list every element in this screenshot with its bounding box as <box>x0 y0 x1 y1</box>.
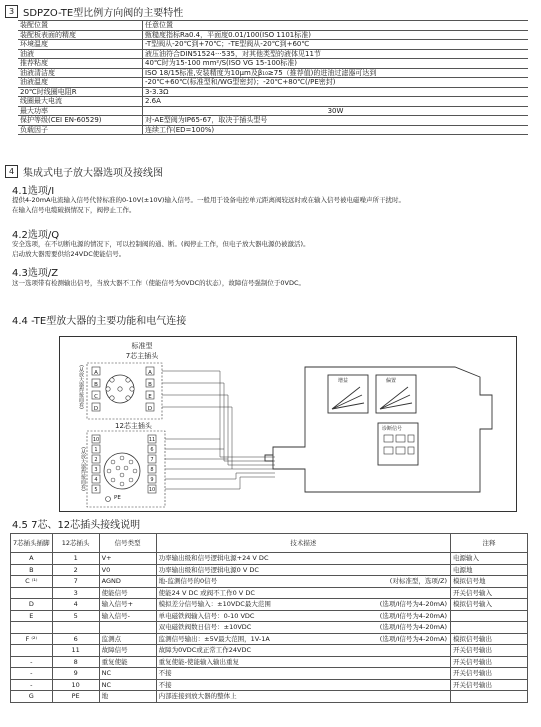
section4-title <box>5 164 163 179</box>
note: 模拟信号输入 <box>451 599 528 611</box>
signal-type: 地 <box>99 691 156 703</box>
description-note: (选项/I信号为4-20mA) <box>379 634 447 643</box>
description-cell <box>156 691 450 703</box>
description: 模拟差分信号输入：±10VDC最大范围 <box>158 600 271 609</box>
pin-label: D <box>147 406 153 412</box>
wiring-section-title: 4.5 7芯、12芯插头接线说明 <box>12 520 141 531</box>
spec-value: 对-AE型阀为IP65-67，取决于插头型号 <box>143 116 529 126</box>
pin-label: C <box>94 394 98 400</box>
description: 地-监测信号的0信号 <box>158 577 218 586</box>
spec-value: 液压油符合DIN51524···535，对其他类型的液体见11节 <box>143 49 529 59</box>
signal-type: 使能信号 <box>99 587 156 599</box>
pin-label: B <box>94 382 98 388</box>
pin-12: 4 <box>52 599 99 611</box>
spec-label: 油液温度 <box>18 78 143 88</box>
signal-type: V0 <box>99 564 156 576</box>
pin-label: 3 <box>94 467 98 473</box>
pin-7: D <box>11 599 53 611</box>
pin-label: 11 <box>148 437 156 443</box>
option-z-text: 这一选项带有检测输出信号，当放大器不工作（使能信号为0VDC的状态），故障信号强制位于0VDC。 <box>12 279 306 287</box>
spec-label: 保护等级(CEI EN-60529) <box>18 116 143 126</box>
section3-title <box>5 4 183 19</box>
note: 开关信号输出 <box>451 645 528 657</box>
pin-12: 10 <box>52 679 99 691</box>
description-cell <box>156 610 450 622</box>
signal-type: NC <box>99 679 156 691</box>
table-row <box>11 622 528 634</box>
side-label: (从放大器焊接面看) <box>78 365 84 409</box>
pin-7: - <box>11 668 53 680</box>
spec-label: 装配位置 <box>18 21 143 31</box>
description-cell <box>156 679 450 691</box>
description-cell <box>156 668 450 680</box>
spec-row <box>18 59 528 69</box>
option-q-title: 4.2选项/Q <box>12 230 60 241</box>
pin-12: 7 <box>52 576 99 588</box>
spec-label: 最大功率 <box>18 106 143 116</box>
description-cell <box>156 553 450 565</box>
spec-row <box>18 40 528 50</box>
note: 电源输入 <box>451 553 528 565</box>
description-note: (选项/I信号为4-20mA) <box>379 623 447 631</box>
spec-label: 装配板表面的精度 <box>18 30 143 40</box>
table-row <box>11 576 528 588</box>
pin-label: 5 <box>94 487 98 493</box>
signal-type: 输入信号- <box>99 610 156 622</box>
diagram-drawing <box>60 337 516 511</box>
note <box>451 622 528 634</box>
wiring-diagram <box>59 336 517 512</box>
pin-7: E <box>11 610 53 622</box>
note: 开关信号输出 <box>451 679 528 691</box>
spec-row <box>18 21 528 31</box>
pin-7: A <box>11 553 53 565</box>
pin-label: B <box>148 382 152 388</box>
note: 开关信号输出 <box>451 668 528 680</box>
pin-12: 8 <box>52 656 99 668</box>
pin-labels-left <box>92 367 100 415</box>
pin-label: A <box>94 370 98 376</box>
gain-label: 增益 <box>338 378 349 384</box>
pin-12: 1 <box>52 553 99 565</box>
spec-value: ISO 18/15标准,安装精度为10μm及β₁₀≥75（推荐值)的进油过滤器可达到 <box>143 68 529 78</box>
paragraph: 在输入信号电缆破损情况下，阀停止工作。 <box>12 206 136 214</box>
diagnostic-label: 诊断信号 <box>382 426 403 432</box>
pin-7: C ⁽¹⁾ <box>11 576 53 588</box>
pin-label: 2 <box>94 457 98 463</box>
signal-type: 故障信号 <box>99 645 156 657</box>
pin-12: 3 <box>52 587 99 599</box>
spec-label: 负载因子 <box>18 125 143 135</box>
pin-12 <box>52 622 99 634</box>
wiring-table <box>10 533 528 703</box>
table-row <box>11 553 528 565</box>
spec-value: 30W <box>143 106 529 116</box>
spec-label: 油液 <box>18 49 143 59</box>
note: 电源地 <box>451 564 528 576</box>
description: 故障为0VDC或正常工作24VDC <box>158 646 252 655</box>
pin-label: 10 <box>148 487 156 493</box>
pin-labels-right <box>146 367 154 415</box>
pin-7: - <box>11 679 53 691</box>
pin-label: 1 <box>94 447 98 453</box>
spec-label: 线圈最大电流 <box>18 97 143 107</box>
spec-value: -20℃+60℃(标准型和/WG型密封)；-20℃+80℃(/PE密封) <box>143 78 529 88</box>
spec-row <box>18 125 528 135</box>
spec-table <box>18 20 528 135</box>
spec-row <box>18 78 528 88</box>
table-row <box>11 645 528 657</box>
description: 内部连接到放大器的整体上 <box>158 692 237 701</box>
pin-label: A <box>148 370 152 376</box>
pin-12: PE <box>52 691 99 703</box>
note: 开关信号输入 <box>451 587 528 599</box>
pin-7 <box>11 645 53 657</box>
description-cell <box>156 633 450 645</box>
signal-type: 重复使能 <box>99 656 156 668</box>
side-label: (从放大器焊接面看) <box>80 447 86 491</box>
pin-7 <box>11 587 53 599</box>
table-row <box>11 599 528 611</box>
pin12-labels-right <box>148 435 156 495</box>
spec-row <box>18 68 528 78</box>
description-cell <box>156 645 450 657</box>
pin-label: 10 <box>92 437 100 443</box>
spec-row <box>18 116 528 126</box>
pin-12: 6 <box>52 633 99 645</box>
bias-label: 偏置 <box>386 378 397 384</box>
pin-label: 6 <box>150 447 154 453</box>
spec-value: 甄糙度指标Ra0.4，平面度0.01/100(ISO 1101标准) <box>143 30 529 40</box>
pin12-labels-left <box>92 435 100 495</box>
spec-value: 2.6A <box>143 97 529 107</box>
spec-value: 3-3.3Ω <box>143 87 529 97</box>
pin-12: 11 <box>52 645 99 657</box>
spec-label: 推荐粘度 <box>18 59 143 69</box>
label: 标准型 <box>131 342 153 350</box>
col-description: 技术描述 <box>156 534 450 553</box>
pin-12: 9 <box>52 668 99 680</box>
spec-row <box>18 30 528 40</box>
amplifier-housing <box>265 367 492 492</box>
signal-type: 监测点 <box>99 633 156 645</box>
spec-label: 油液清洁度 <box>18 68 143 78</box>
description-cell <box>156 576 450 588</box>
description: 双电磁铁阀数日信号：±10VDC <box>158 623 252 632</box>
spec-value: 任意位置 <box>143 21 529 31</box>
col-note: 注释 <box>451 534 528 553</box>
description: 不接 <box>158 680 172 689</box>
description-note: (选项/I信号为4-20mA) <box>379 611 447 620</box>
description-cell <box>156 564 450 576</box>
pin-7: - <box>11 656 53 668</box>
description-note: (选项/I信号为4-20mA) <box>379 600 447 608</box>
option-q-text <box>12 239 537 259</box>
col-7pin: 7芯插头插脚 <box>11 534 53 553</box>
paragraph: 启动放大器需要供给24VDC使能信号。 <box>12 250 126 258</box>
col-signal: 信号类型 <box>99 534 156 553</box>
table-row <box>11 564 528 576</box>
table-row <box>11 610 528 622</box>
note <box>451 691 528 703</box>
spec-value: -T型阀从-20℃到+70℃；-TE型阀从-20℃到+60℃ <box>143 40 529 50</box>
pin-label: 9 <box>150 477 154 483</box>
signal-type: NC <box>99 668 156 680</box>
description: 使能24 V DC 或阀不工作0 V DC <box>158 588 255 597</box>
description-note: (对标准型，选项/Z) <box>389 577 447 585</box>
pin-label: D <box>93 406 99 412</box>
paragraph: 提供4-20mA电流输入信号代替标准的0-10V(±10V)输入信号。一般用于设备电控单元距离阀较远时或在输入信号被电磁噪声所干扰时。 <box>12 196 405 204</box>
pin-label: 8 <box>150 467 154 473</box>
section-number: 4 <box>5 165 18 178</box>
note: 开关信号输出 <box>451 656 528 668</box>
pin-7: B <box>11 564 53 576</box>
spec-value: 40℃时为15-100 mm²/S(ISO VG 15-100标准) <box>143 59 529 69</box>
te-amplifier-title: 4.4 -TE型放大器的主要功能和电气连接 <box>12 316 187 327</box>
table-row <box>11 668 528 680</box>
description: 不接 <box>158 669 172 678</box>
spec-row <box>18 49 528 59</box>
pin-label: 7 <box>150 457 154 463</box>
description: 单电磁铁阀输入信号：0-10 VDC <box>158 611 255 620</box>
pin12-connector-title: 12芯主插头 <box>115 422 152 430</box>
pin-7 <box>11 622 53 634</box>
spec-row <box>18 97 528 107</box>
description: 功率输出级和信号逻辑电源+24 V DC <box>158 554 269 563</box>
option-i-title: 4.1选项/I <box>12 186 55 197</box>
table-row <box>11 679 528 691</box>
option-i-text <box>12 195 537 215</box>
spec-value: 连续工作(ED=100%) <box>143 125 529 135</box>
description-cell <box>156 599 450 611</box>
pin-7: G <box>11 691 53 703</box>
pin-7: F ⁽²⁾ <box>11 633 53 645</box>
signal-type <box>99 622 156 634</box>
signal-type: AGND <box>99 576 156 588</box>
table-row <box>11 691 528 703</box>
table-row <box>11 587 528 599</box>
col-12pin: 12芯插头 <box>52 534 99 553</box>
pin-label: 4 <box>94 477 98 483</box>
pin-12: 2 <box>52 564 99 576</box>
note: 模拟信号输出 <box>451 633 528 645</box>
spec-row <box>18 106 528 116</box>
section-title-text: 集成式电子放大器选项及接线图 <box>23 168 163 179</box>
spec-label: 环境温度 <box>18 40 143 50</box>
signal-type: 输入信号+ <box>99 599 156 611</box>
description-cell <box>156 656 450 668</box>
note: 模拟信号地 <box>451 576 528 588</box>
section-title-text: SDPZO-TE型比例方向阀的主要特性 <box>23 8 184 19</box>
description: 监测信号输出：±5V最大范围，1V-1A <box>158 634 270 643</box>
signal-type: V+ <box>99 553 156 565</box>
paragraph: 安全选项，在不切断电源的情况下，可以控制阀的通、断。(阀停止工作，但电子放大器电源仍被激活)。 <box>12 240 310 248</box>
label: 7芯主插头 <box>125 352 159 360</box>
spec-row <box>18 87 528 97</box>
note <box>451 610 528 622</box>
section-number: 3 <box>5 5 18 18</box>
description: 功率输出级和信号逻辑电源0 V DC <box>158 565 259 574</box>
table-row <box>11 633 528 645</box>
pe-label: PE <box>114 495 121 501</box>
description: 重复使能-使能输入输出重复 <box>158 657 239 666</box>
option-z-title: 4.3选项/Z <box>12 268 59 279</box>
description-cell <box>156 587 450 599</box>
description-cell <box>156 622 450 634</box>
spec-label: 20℃时线圈电阻R <box>18 87 143 97</box>
pin-label: E <box>148 394 152 400</box>
pin-12: 5 <box>52 610 99 622</box>
table-row <box>11 656 528 668</box>
table-header <box>11 534 528 553</box>
